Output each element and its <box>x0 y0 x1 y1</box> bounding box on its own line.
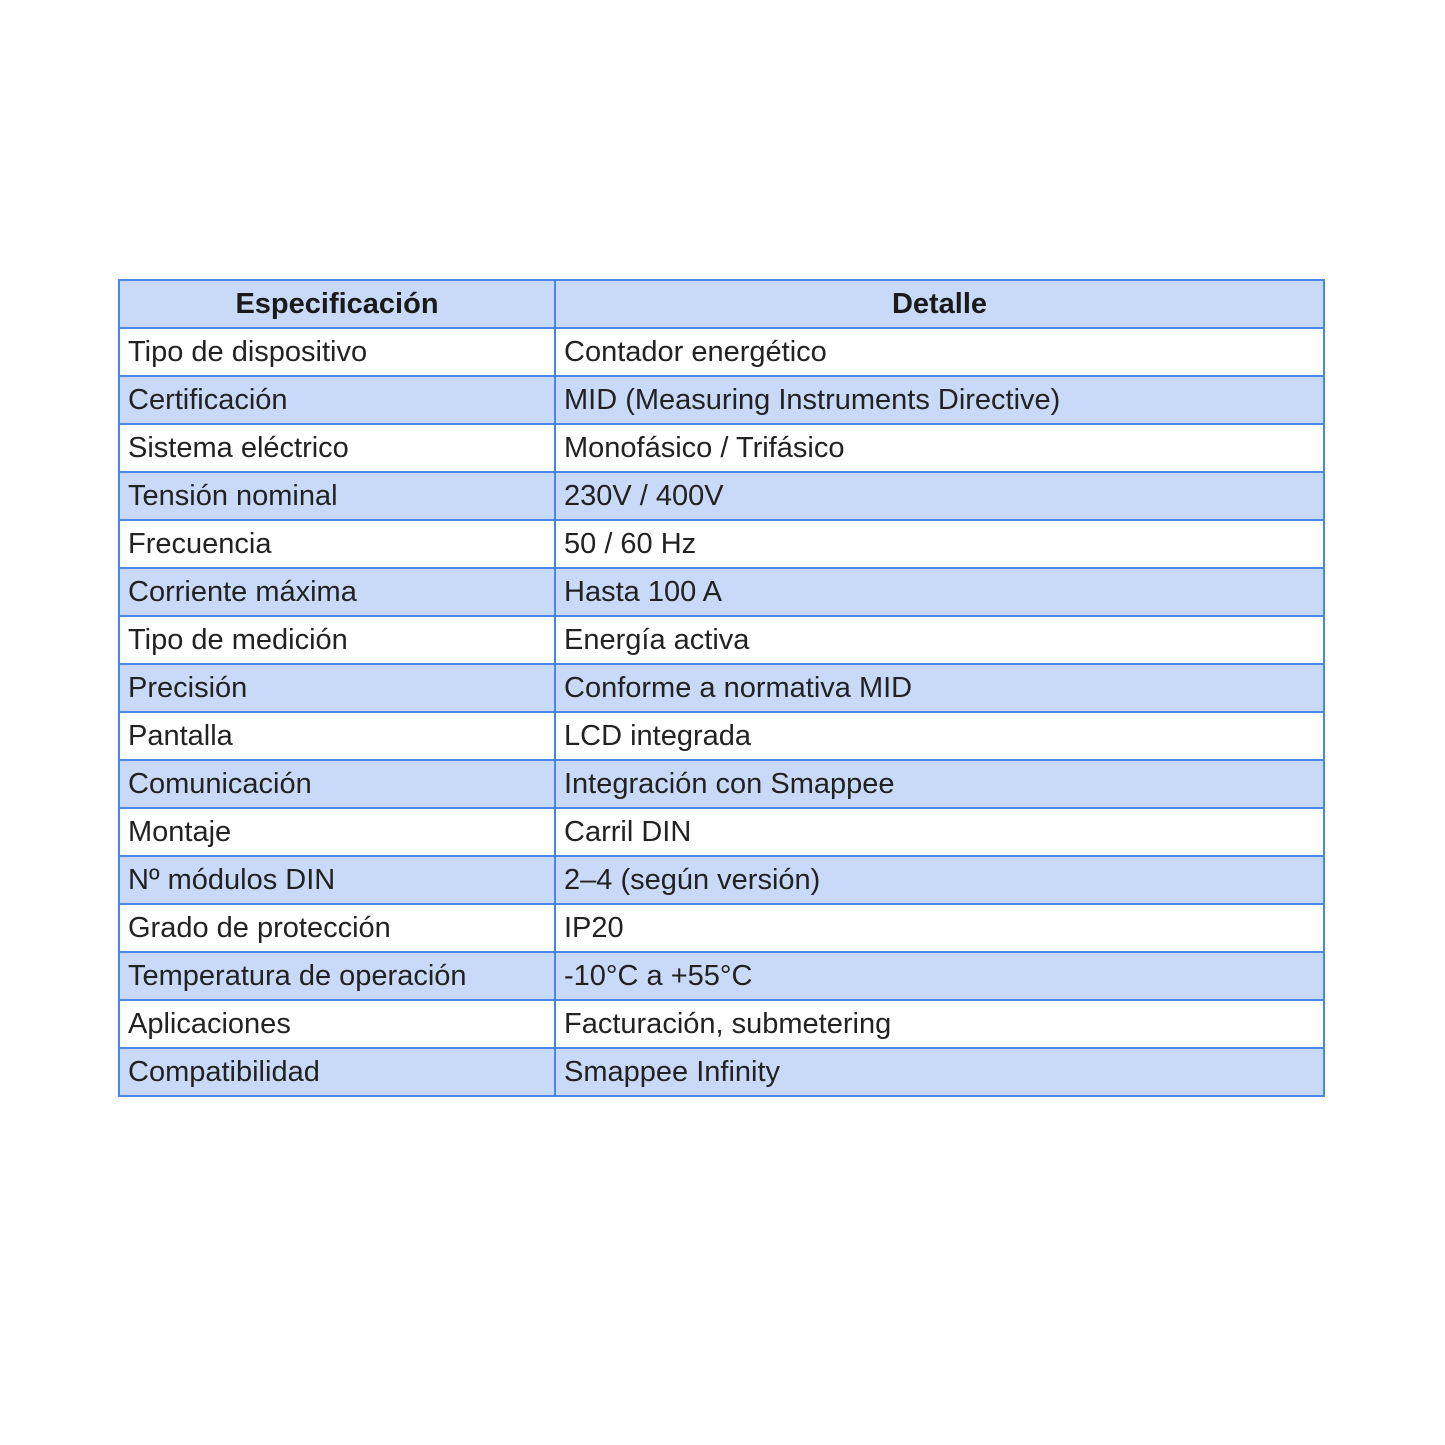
spec-detail-cell: 50 / 60 Hz <box>555 520 1324 568</box>
table-row <box>119 1048 1324 1096</box>
spec-detail-cell: -10°C a +55°C <box>555 952 1324 1000</box>
table-row <box>119 1000 1324 1048</box>
spec-detail-cell: MID (Measuring Instruments Directive) <box>555 376 1324 424</box>
spec-detail-cell: Integración con Smappee <box>555 760 1324 808</box>
table-row <box>119 808 1324 856</box>
spec-name-cell: Certificación <box>119 376 555 424</box>
table-row <box>119 472 1324 520</box>
spec-name-cell: Pantalla <box>119 712 555 760</box>
spec-detail-cell: LCD integrada <box>555 712 1324 760</box>
spec-detail-cell: Carril DIN <box>555 808 1324 856</box>
spec-detail-cell: Contador energético <box>555 328 1324 376</box>
spec-detail-cell: 2–4 (según versión) <box>555 856 1324 904</box>
spec-table <box>118 279 1325 1097</box>
table-row <box>119 424 1324 472</box>
table-row <box>119 760 1324 808</box>
spec-name-cell: Tipo de dispositivo <box>119 328 555 376</box>
spec-detail-cell: 230V / 400V <box>555 472 1324 520</box>
spec-name-cell: Nº módulos DIN <box>119 856 555 904</box>
spec-name-cell: Corriente máxima <box>119 568 555 616</box>
table-header-row <box>119 280 1324 328</box>
table-row <box>119 376 1324 424</box>
table-row <box>119 952 1324 1000</box>
spec-name-cell: Aplicaciones <box>119 1000 555 1048</box>
spec-name-cell: Sistema eléctrico <box>119 424 555 472</box>
column-header-detalle: Detalle <box>555 280 1324 328</box>
spec-name-cell: Temperatura de operación <box>119 952 555 1000</box>
spec-name-cell: Grado de protección <box>119 904 555 952</box>
spec-name-cell: Frecuencia <box>119 520 555 568</box>
table-row <box>119 328 1324 376</box>
table-row <box>119 568 1324 616</box>
spec-detail-cell: Facturación, submetering <box>555 1000 1324 1048</box>
table-row <box>119 856 1324 904</box>
spec-detail-cell: IP20 <box>555 904 1324 952</box>
spec-name-cell: Comunicación <box>119 760 555 808</box>
spec-detail-cell: Energía activa <box>555 616 1324 664</box>
spec-detail-cell: Monofásico / Trifásico <box>555 424 1324 472</box>
spec-detail-cell: Conforme a normativa MID <box>555 664 1324 712</box>
spec-name-cell: Tipo de medición <box>119 616 555 664</box>
table-row <box>119 904 1324 952</box>
column-header-especificacion: Especificación <box>119 280 555 328</box>
spec-name-cell: Montaje <box>119 808 555 856</box>
table-row <box>119 520 1324 568</box>
table-row <box>119 616 1324 664</box>
spec-detail-cell: Hasta 100 A <box>555 568 1324 616</box>
spec-detail-cell: Smappee Infinity <box>555 1048 1324 1096</box>
spec-name-cell: Precisión <box>119 664 555 712</box>
table-row <box>119 664 1324 712</box>
spec-name-cell: Tensión nominal <box>119 472 555 520</box>
table-row <box>119 712 1324 760</box>
spec-name-cell: Compatibilidad <box>119 1048 555 1096</box>
